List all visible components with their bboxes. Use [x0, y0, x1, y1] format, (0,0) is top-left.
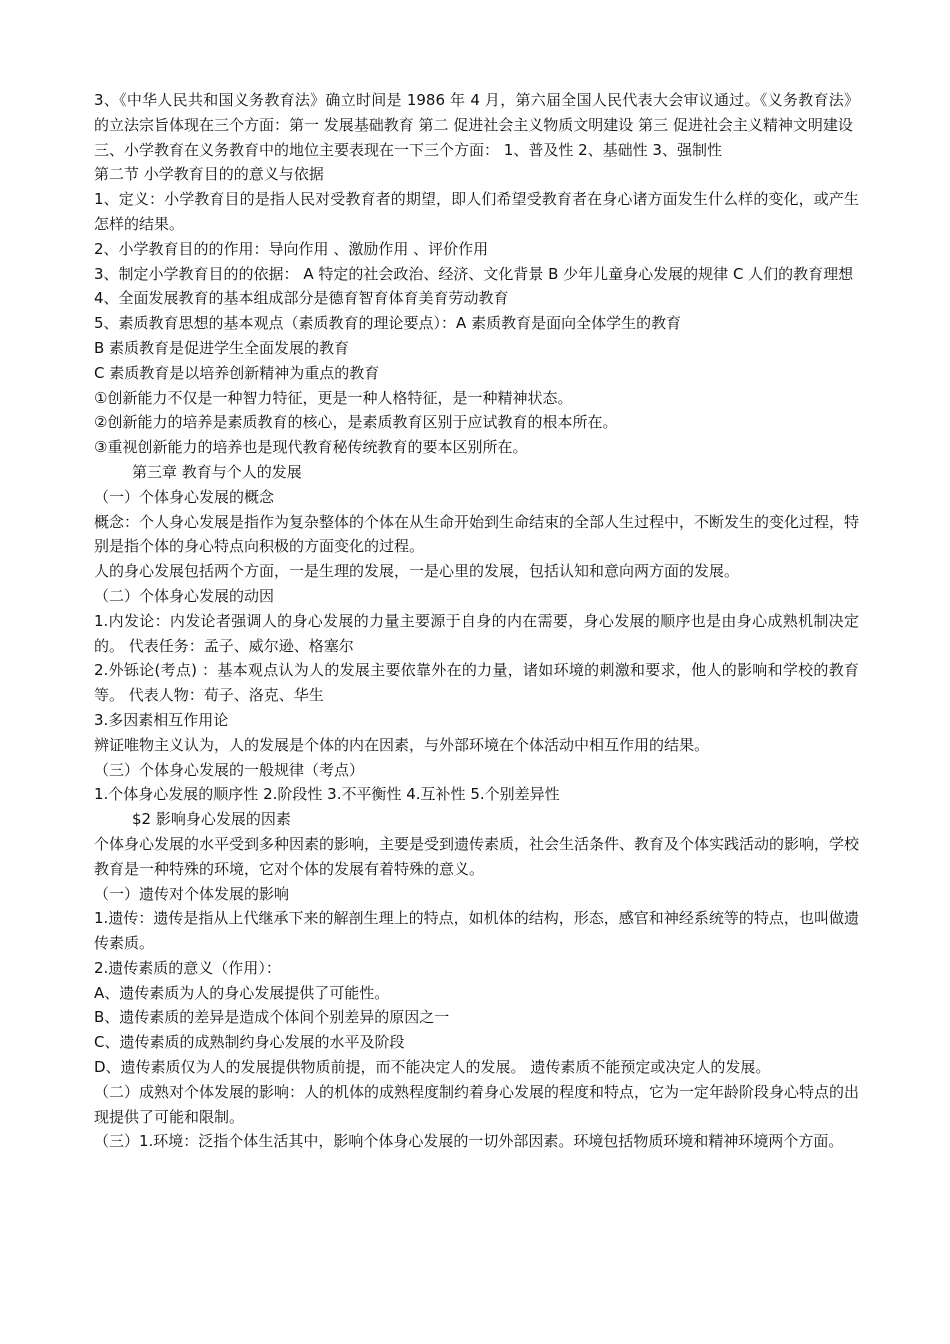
paragraph-two-aspects: 人的身心发展包括两个方面，一是生理的发展，一是心里的发展，包括认知和意向两方面的发展。	[94, 562, 740, 581]
subheading-development-concept: （一）个体身心发展的概念	[94, 487, 275, 506]
list-item-heredity-b: B、遗传素质的差异是造成个体间个别差异的原因之一	[94, 1008, 450, 1027]
paragraph-multifactor-theory: 3.多因素相互作用论	[94, 710, 229, 729]
paragraph-compulsory-education-law: 3、《中华人民共和国义务教育法》确立时间是 1986 年 4 月，第六届全国人民代表大会审议通过。《义务教育法》的立法宗旨体现在三个方面：第一 发展基础教育 第二 促进社会主义物质文明建设 第三 促进社会主义精神文明建设	[94, 91, 859, 134]
paragraph-concept: 概念：个人身心发展是指作为复杂整体的个体在从生命开始到生命结束的全部人生过程中，不断发生的变化过程，特别是指个体的身心特点向积极的方面变化的过程。	[94, 512, 860, 556]
paragraph-maturity-influence: （二）成熟对个体发展的影响：人的机体的成熟程度制约着身心发展的程度和特点，它为一定年龄阶段身心特点的出现提供了可能和限制。	[94, 1082, 860, 1126]
paragraph-exogenous-theory: 2.外铄论(考点) ：基本观点认为人的发展主要依靠外在的力量，诸如环境的刺激和要求，他人的影响和学校的教育等。 代表人物：荀子、洛克、华生	[94, 661, 859, 705]
paragraph-heredity-definition: 1.遗传：遗传是指从上代继承下来的解剖生理上的特点，如机体的结构，形态，感官和神经系统等的特点，也叫做遗传素质。	[94, 909, 859, 953]
list-item-innovation-1: ①创新能力不仅是一种智力特征，更是一种人格特征，是一种精神状态。	[94, 388, 573, 407]
paragraph-heredity-significance: 2.遗传素质的意义（作用）：	[94, 958, 281, 977]
chapter-heading-chapter-3: 第三章 教育与个人的发展	[132, 462, 302, 481]
list-item-heredity-c: C、遗传素质的成熟制约身心发展的水平及阶段	[94, 1033, 405, 1052]
subheading-development-causes: （二）个体身心发展的动因	[94, 586, 275, 605]
paragraph-factors-overview: 个体身心发展的水平受到多种因素的影响，主要是受到遗传素质，社会生活条件、教育及个体实践活动的影响，学校教育是一种特殊的环境，它对个体的发展有着特殊的意义。	[94, 834, 860, 878]
section-heading-education-purpose: 第二节 小学教育目的的意义与依据	[94, 165, 324, 184]
paragraph-environment: （三）1.环境：泛指个体生活其中，影响个体身心发展的一切外部因素。环境包括物质环境和精神环境两个方面。	[94, 1132, 844, 1151]
paragraph-purpose-functions: 2、小学教育目的的作用：导向作用 、激励作用 、评价作用	[94, 239, 489, 258]
paragraph-purpose-basis: 3、制定小学教育目的的依据： A 特定的社会政治、经济、文化背景 B 少年儿童身心发展的规律 C 人们的教育理想	[94, 264, 854, 283]
list-item-innovation-2: ②创新能力的培养是素质教育的核心，是素质教育区别于应试教育的根本所在。	[94, 413, 618, 432]
list-item-heredity-a: A、遗传素质为人的身心发展提供了可能性。	[94, 983, 390, 1002]
paragraph-dialectical-materialism: 辨证唯物主义认为，人的发展是个体的内在因素，与外部环境在个体活动中相互作用的结果。	[94, 735, 710, 754]
paragraph-quality-education-b: B 素质教育是促进学生全面发展的教育	[94, 338, 350, 357]
paragraph-endogenous-theory: 1.内发论：内发论者强调人的身心发展的力量主要源于自身的内在需要，身心发展的顺序也是由身心成熟机制决定的。 代表任务：孟子、威尔逊、格塞尔	[94, 611, 859, 655]
list-item-heredity-d: D、遗传素质仅为人的发展提供物质前提，而不能决定人的发展。 遗传素质不能预定或决定人的发展。	[94, 1058, 771, 1077]
document-page	[94, 88, 859, 1154]
paragraph-definition: 1、定义：小学教育目的是指人民对受教育者的期望，即人们希望受教育者在身心诸方面发生什么样的变化，或产生怎样的结果。	[94, 190, 859, 233]
list-item-innovation-3: ③重视创新能力的培养也是现代教育秘传统教育的要本区别所在。	[94, 438, 528, 457]
section-heading-influencing-factors: $2 影响身心发展的因素	[132, 810, 291, 829]
paragraph-general-laws-list: 1.个体身心发展的顺序性 2.阶段性 3.不平衡性 4.互补性 5.个别差异性	[94, 785, 560, 804]
paragraph-quality-education-a: 5、素质教育思想的基本观点（素质教育的理论要点）：A 素质教育是面向全体学生的教育	[94, 314, 682, 333]
paragraph-all-round-development: 4、全面发展教育的基本组成部分是德育智育体育美育劳动教育	[94, 289, 509, 308]
paragraph-quality-education-c: C 素质教育是以培养创新精神为重点的教育	[94, 363, 380, 382]
subheading-general-laws: （三）个体身心发展的一般规律（考点）	[94, 760, 365, 779]
subheading-heredity-influence: （一）遗传对个体发展的影响	[94, 884, 290, 903]
paragraph-primary-education-status: 三、小学教育在义务教育中的地位主要表现在一下三个方面： 1、普及性 2、基础性 3、强制性	[94, 140, 722, 159]
